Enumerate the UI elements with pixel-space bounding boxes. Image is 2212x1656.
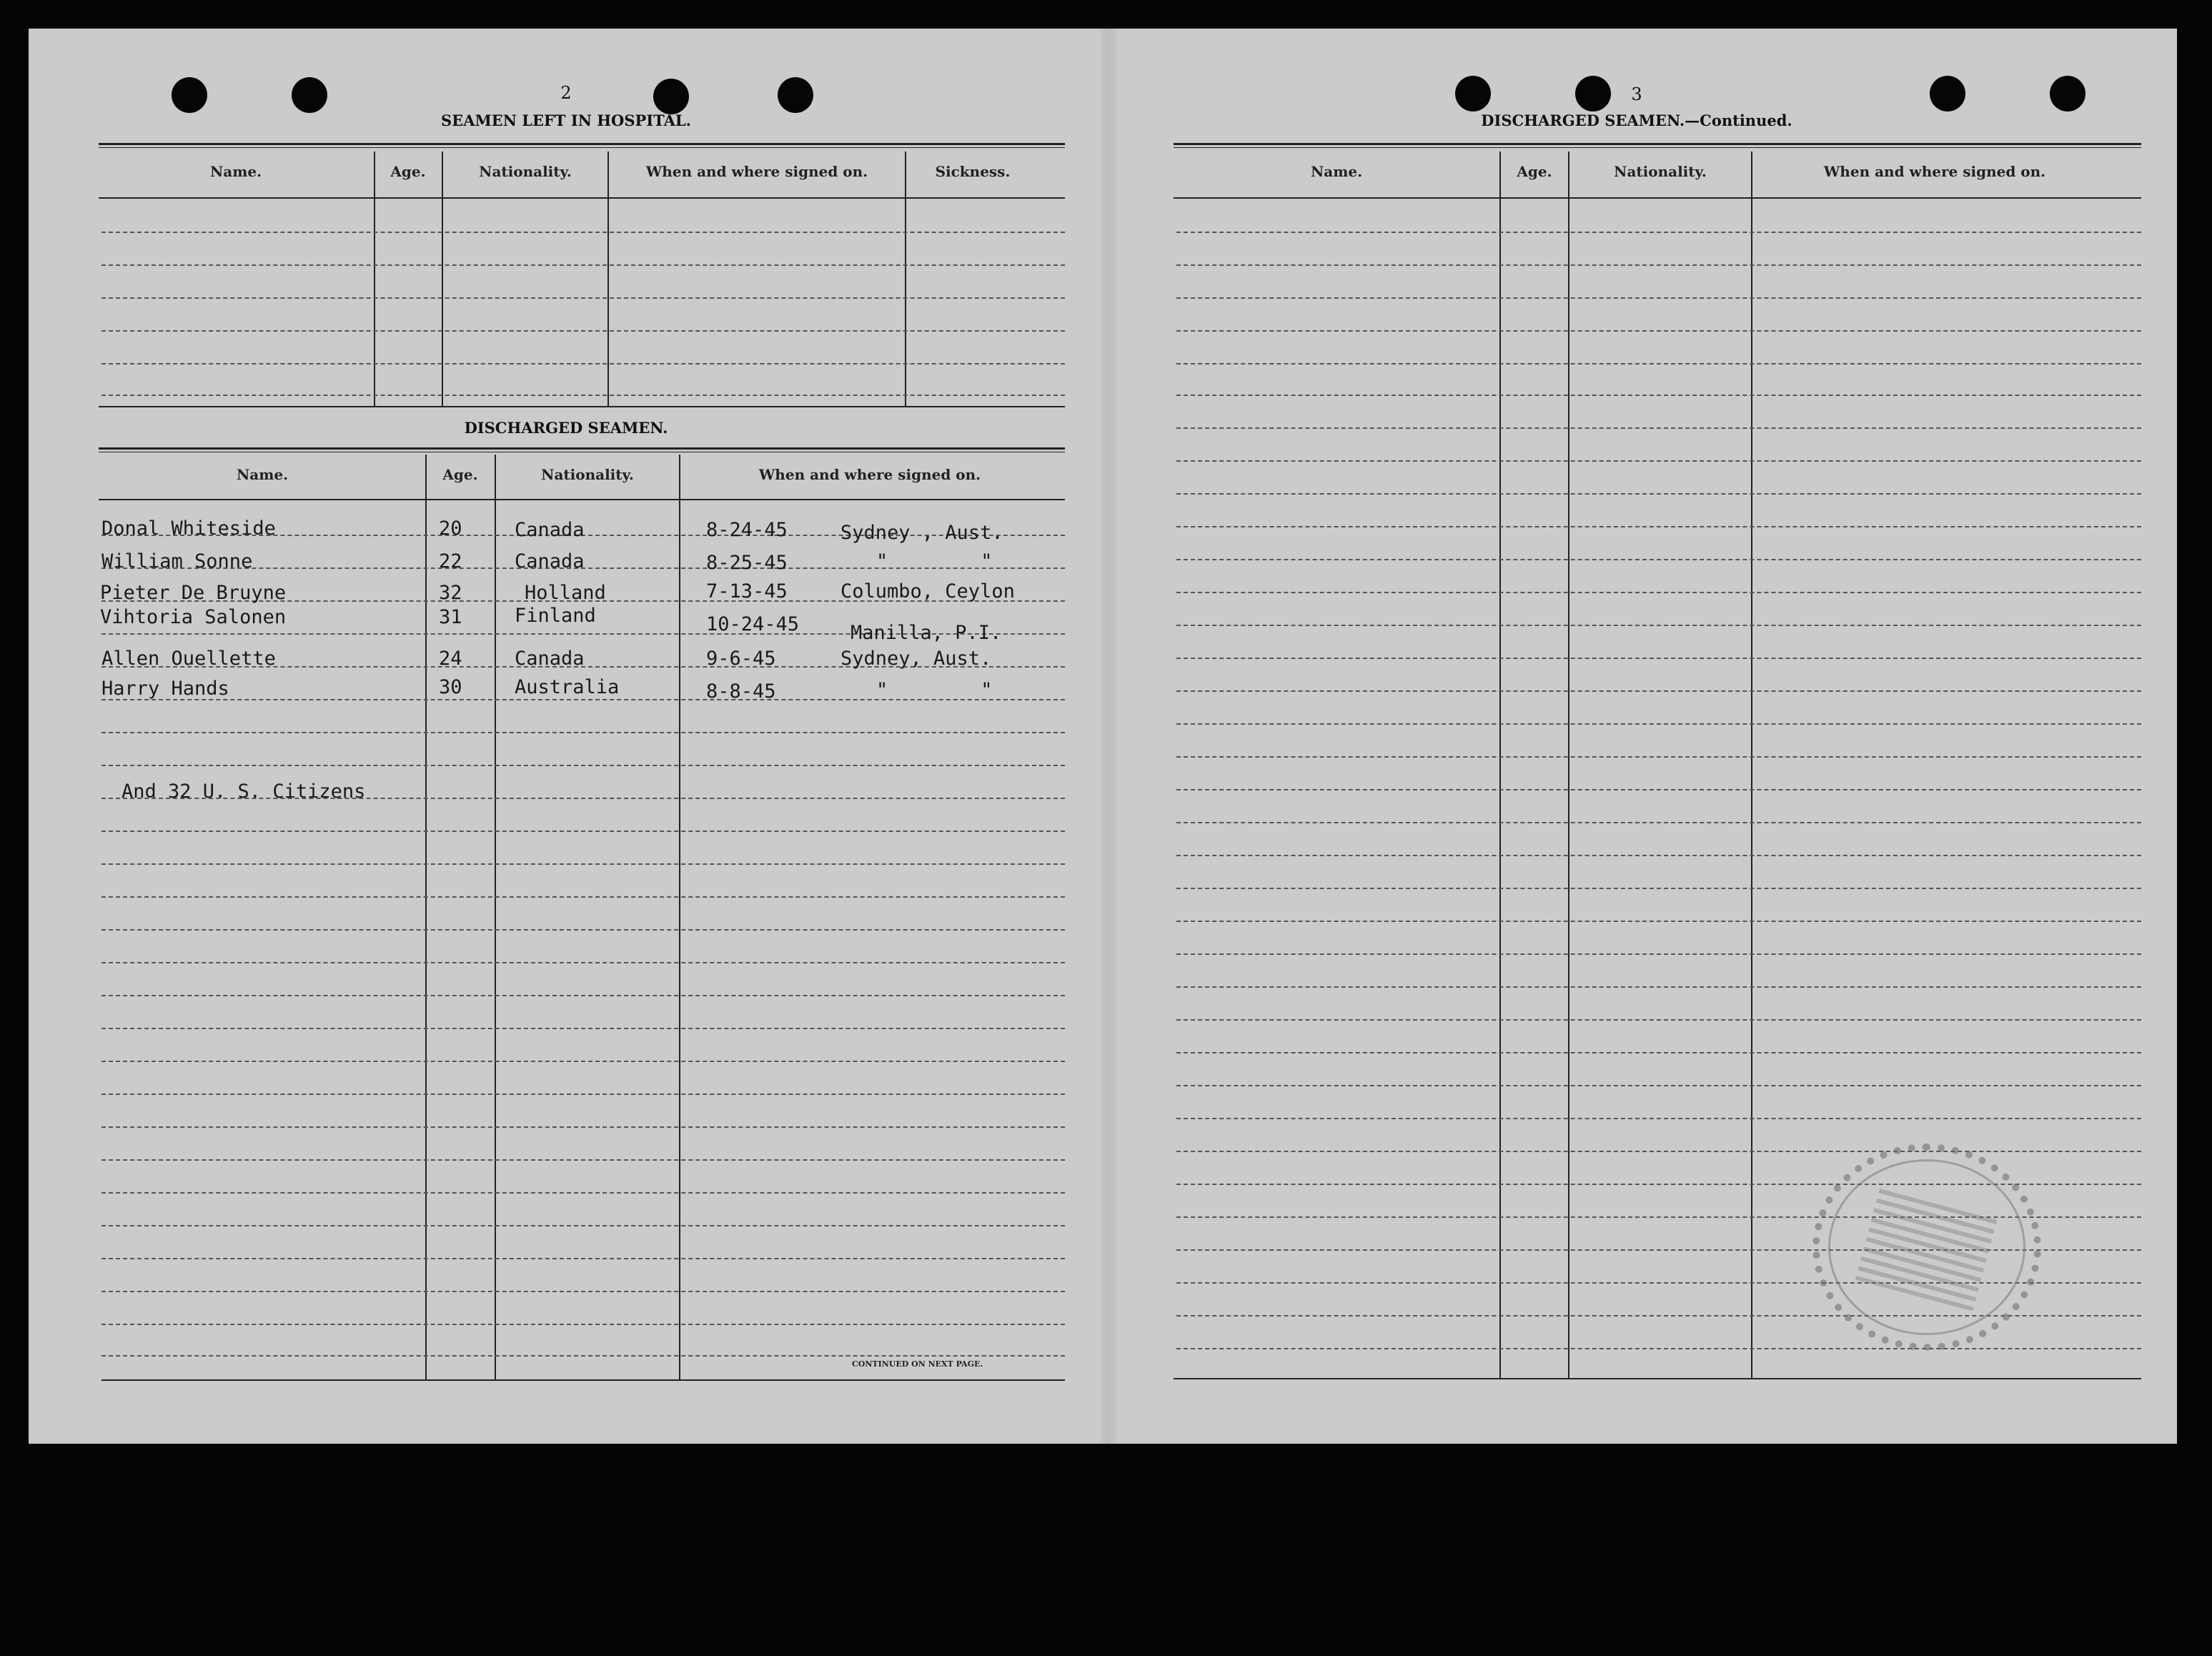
right-row-line (1176, 363, 2141, 365)
citizens-note: And 32 U. S. Citizens (121, 780, 366, 803)
right-bottom-rule (1174, 1378, 2141, 1379)
discharged-bottom-rule (101, 1379, 1065, 1381)
discharged-col-nationality: Nationality. (541, 466, 634, 483)
hospital-row-line (101, 232, 1065, 233)
page-number-right: 3 (1631, 84, 1642, 104)
right-row-line (1176, 756, 2141, 758)
seaman-age: 30 (439, 676, 462, 698)
seaman-age: 31 (439, 606, 462, 628)
right-row-line (1176, 822, 2141, 823)
hospital-col-divider (905, 152, 906, 407)
seaman-nationality: Canada (515, 550, 585, 572)
right-row-line (1176, 330, 2141, 332)
discharged-row-line (101, 831, 1065, 832)
right-col-name: Name. (1310, 163, 1363, 180)
discharged-row-line (101, 929, 1065, 931)
discharged-table-top-rule (99, 447, 1065, 452)
seaman-nationality: Canada (515, 519, 585, 541)
right-row-line (1176, 559, 2141, 560)
punch-hole (2050, 76, 2085, 111)
discharged-row-line (101, 995, 1065, 996)
seaman-sign-place: Sydney, Aust. (840, 648, 992, 670)
seaman-nationality: Holland (525, 582, 606, 604)
discharged-header-rule (99, 499, 1065, 500)
seaman-sign-date: 8-25-45 (706, 552, 788, 574)
discharged-row-line (101, 1291, 1065, 1292)
discharged-row-line (101, 732, 1065, 733)
right-row-line (1176, 953, 2141, 955)
discharged-row-line (101, 1126, 1065, 1128)
punch-hole (1455, 76, 1491, 111)
right-row-line (1176, 427, 2141, 429)
discharged-section-title: DISCHARGED SEAMEN. (464, 419, 668, 437)
discharged-row-line (101, 896, 1065, 898)
right-col-divider (1568, 152, 1569, 1379)
seaman-name: Donal Whiteside (101, 517, 276, 540)
discharged-row-line (101, 962, 1065, 963)
continued-footer: CONTINUED ON NEXT PAGE. (852, 1359, 983, 1369)
punch-hole (653, 79, 689, 114)
seaman-age: 20 (439, 517, 462, 540)
right-row-line (1176, 1348, 2141, 1349)
hospital-table-top-rule (99, 143, 1065, 148)
hospital-row-line (101, 330, 1065, 332)
page-number-left: 2 (560, 83, 572, 103)
punch-hole (778, 77, 813, 113)
discharged-col-divider (679, 455, 680, 1379)
right-col-when-where: When and where signed on. (1823, 163, 2046, 180)
punch-hole (1930, 76, 1965, 111)
hospital-col-name: Name. (209, 163, 262, 180)
right-row-line (1176, 888, 2141, 889)
hospital-bottom-rule (99, 406, 1065, 407)
discharged-row-line (101, 1355, 1065, 1357)
seaman-name: Harry Hands (101, 678, 229, 700)
hospital-row-line (101, 264, 1065, 266)
right-row-line (1176, 526, 2141, 527)
right-row-line (1176, 395, 2141, 396)
right-row-line (1176, 625, 2141, 626)
punch-hole (172, 77, 207, 113)
discharged-row-line (101, 1225, 1065, 1226)
discharged-row-line (101, 863, 1065, 865)
right-row-line (1176, 921, 2141, 922)
right-row-line (1176, 592, 2141, 593)
punch-hole (292, 77, 327, 113)
discharged-col-when-where: When and where signed on. (758, 466, 981, 483)
right-row-line (1176, 690, 2141, 692)
right-row-line (1176, 1085, 2141, 1086)
hospital-col-sickness: Sickness. (935, 163, 1011, 180)
right-row-line (1176, 658, 2141, 659)
seaman-sign-date: 8-24-45 (706, 519, 788, 541)
right-row-line (1176, 1052, 2141, 1053)
right-row-line (1176, 986, 2141, 988)
seaman-name: Vihtoria Salonen (100, 606, 287, 628)
discharged-row-line (101, 765, 1065, 766)
hospital-section-title: SEAMEN LEFT IN HOSPITAL. (441, 111, 691, 129)
discharged-col-age: Age. (442, 466, 478, 483)
seaman-nationality: Canada (515, 648, 585, 670)
page-fold (1101, 29, 1116, 1444)
discharged-col-name: Name. (236, 466, 289, 483)
seaman-nationality: Australia (515, 676, 620, 698)
continued-title-main: DISCHARGED SEAMEN. (1481, 111, 1685, 129)
hospital-header-rule (99, 197, 1065, 199)
seaman-sign-date: 9-6-45 (706, 648, 776, 670)
hospital-row-line (101, 297, 1065, 299)
discharged-col-divider (425, 455, 427, 1379)
discharged-row-line (101, 1324, 1065, 1325)
right-table-top-rule (1174, 143, 2141, 148)
right-header-rule (1174, 197, 2141, 199)
discharged-row-line (101, 1258, 1065, 1259)
right-row-line (1176, 723, 2141, 725)
right-row-line (1176, 1151, 2141, 1152)
hospital-row-line (101, 363, 1065, 365)
discharged-row-line (101, 1061, 1065, 1062)
seaman-sign-date: 10-24-45 (706, 613, 800, 635)
scanned-spread (29, 29, 2177, 1444)
hospital-col-divider (442, 152, 443, 407)
seaman-sign-place: Columbo, Ceylon (840, 580, 1015, 603)
seaman-sign-date: 7-13-45 (706, 580, 788, 603)
right-row-line (1176, 855, 2141, 856)
hospital-col-when-where: When and where signed on. (645, 163, 868, 180)
right-col-divider (1751, 152, 1752, 1379)
seaman-age: 22 (439, 550, 462, 572)
right-col-nationality: Nationality. (1614, 163, 1707, 180)
right-row-line (1176, 789, 2141, 790)
hospital-col-nationality: Nationality. (479, 163, 572, 180)
hospital-row-line (101, 395, 1065, 396)
discharged-row-line (101, 1159, 1065, 1161)
seaman-sign-place: " " (876, 550, 993, 572)
seaman-sign-date: 8-8-45 (706, 680, 776, 703)
hospital-col-divider (607, 152, 609, 407)
seaman-name: Allen Ouellette (101, 648, 276, 670)
discharged-row-line (101, 1094, 1065, 1095)
right-row-line (1176, 1019, 2141, 1021)
seaman-sign-place: Sydney , Aust. (840, 522, 1003, 544)
seaman-age: 32 (439, 582, 462, 604)
hospital-col-age: Age. (390, 163, 426, 180)
right-row-line (1176, 297, 2141, 299)
continued-section-title (1387, 111, 1887, 129)
seaman-sign-place: " " (876, 679, 993, 701)
seaman-nationality: Finland (515, 605, 596, 627)
discharged-row-line (101, 1192, 1065, 1194)
right-row-line (1176, 264, 2141, 266)
discharged-col-divider (495, 455, 496, 1379)
right-row-line (1176, 493, 2141, 495)
seaman-name: William Sonne (101, 550, 253, 572)
right-row-line (1176, 232, 2141, 233)
received-stamp (1812, 1144, 2041, 1351)
discharged-row-line (101, 1028, 1065, 1029)
right-col-divider (1499, 152, 1501, 1379)
continued-title-suffix: —Continued. (1685, 111, 1792, 129)
seaman-age: 24 (439, 648, 462, 670)
right-row-line (1176, 1118, 2141, 1119)
seaman-name: Pieter De Bruyne (100, 582, 287, 604)
right-row-line (1176, 460, 2141, 462)
right-col-age: Age. (1517, 163, 1552, 180)
hospital-col-divider (374, 152, 375, 407)
seaman-sign-place: Manilla, P.I. (850, 622, 1002, 644)
